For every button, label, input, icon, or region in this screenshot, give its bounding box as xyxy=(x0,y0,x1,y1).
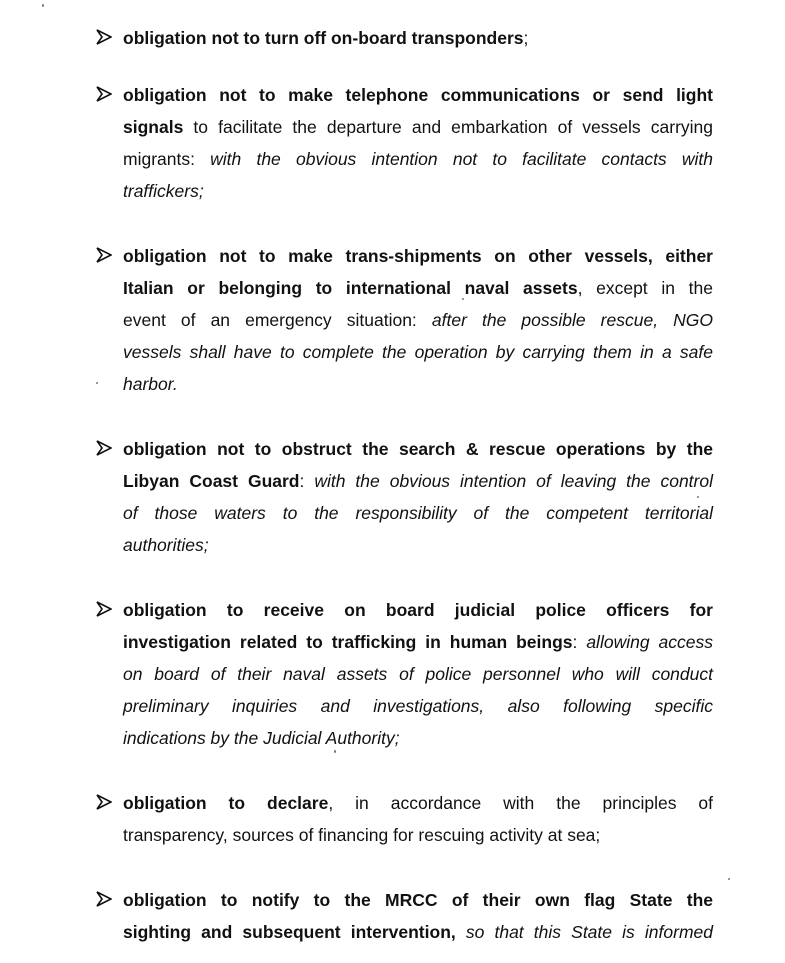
arrow-bullet-icon xyxy=(96,247,114,265)
text-run: : xyxy=(572,632,587,652)
text-run: with the obvious intention of leaving the control xyxy=(314,471,713,491)
text-run: : xyxy=(299,471,315,491)
text-line xyxy=(123,245,713,277)
text-run: obligation to declare xyxy=(123,793,329,813)
text-run: Italian or belonging to international naval assets xyxy=(123,278,578,298)
text-line xyxy=(123,824,713,856)
text-run: preliminary inquiries and investigations, also following specific xyxy=(123,696,713,716)
text-run: obligation not to make trans-shipments on other vessels, either xyxy=(123,246,713,266)
text-run: transparency, sources of financing for rescuing activity at sea; xyxy=(123,825,601,845)
text-run: obligation to notify to the MRCC of their own flag State the xyxy=(123,890,713,910)
text-run: after the possible rescue, NGO xyxy=(431,310,714,330)
arrow-bullet-icon xyxy=(96,29,114,47)
text-run: obligation not to obstruct the search & rescue operations by the xyxy=(123,439,713,459)
text-line xyxy=(123,470,713,502)
text-run: migrants: xyxy=(123,149,211,169)
text-line xyxy=(123,116,713,148)
text-line xyxy=(123,438,713,470)
text-run: Libyan Coast Guard xyxy=(123,471,300,491)
text-run: to facilitate the departure and embarkation of vessels carrying xyxy=(183,117,713,137)
text-run: vessels shall have to complete the operation by carrying them in a safe xyxy=(123,342,713,362)
text-line xyxy=(123,277,713,309)
text-run: on board of their naval assets of police personnel who will conduct xyxy=(123,664,713,684)
text-run: so that this State is informed xyxy=(455,922,713,942)
text-run: indications by the Judicial Authority; xyxy=(123,728,400,748)
text-run: event of an emergency situation: xyxy=(123,310,432,330)
text-run: obligation not to make telephone communications or send light xyxy=(123,85,713,105)
text-run: harbor. xyxy=(123,374,178,394)
arrow-bullet-icon xyxy=(96,794,114,812)
text-line xyxy=(123,309,713,341)
text-run: investigation related to trafficking in human beings xyxy=(123,632,573,652)
text-run: traffickers; xyxy=(123,181,204,201)
text-line xyxy=(123,534,713,566)
text-line xyxy=(123,695,713,727)
text-line xyxy=(123,727,713,759)
text-run: authorities; xyxy=(123,535,209,555)
text-line xyxy=(123,84,713,116)
text-run: ; xyxy=(523,28,529,48)
arrow-bullet-icon xyxy=(96,440,114,458)
text-run: obligation not to turn off on-board transponders xyxy=(123,28,524,48)
text-line xyxy=(123,27,713,59)
text-run: sighting and subsequent intervention, xyxy=(123,922,456,942)
scan-speck xyxy=(462,298,464,300)
text-line xyxy=(123,148,713,180)
text-line xyxy=(123,502,713,534)
text-run: of those waters to the responsibility of the competent territorial xyxy=(123,503,713,523)
text-line xyxy=(123,180,713,212)
arrow-bullet-icon xyxy=(96,891,114,909)
text-run: with the obvious intention not to facilitate contacts with xyxy=(210,149,713,169)
scan-speck xyxy=(728,878,730,880)
text-line xyxy=(123,373,713,405)
text-line xyxy=(123,631,713,663)
text-run: signals xyxy=(123,117,184,137)
scan-speck xyxy=(42,4,44,7)
scan-speck xyxy=(96,382,98,384)
text-line xyxy=(123,792,713,824)
text-line xyxy=(123,341,713,373)
scan-speck xyxy=(334,750,336,753)
text-line xyxy=(123,599,713,631)
arrow-bullet-icon xyxy=(96,601,114,619)
text-run: , in accordance with the principles of xyxy=(328,793,713,813)
text-run: obligation to receive on board judicial police officers for xyxy=(123,600,713,620)
text-run: allowing access xyxy=(586,632,713,652)
text-line xyxy=(123,663,713,695)
text-line xyxy=(123,889,713,921)
arrow-bullet-icon xyxy=(96,86,114,104)
text-run: , except in the xyxy=(577,278,713,298)
text-line xyxy=(123,921,713,953)
scan-speck xyxy=(697,496,699,498)
